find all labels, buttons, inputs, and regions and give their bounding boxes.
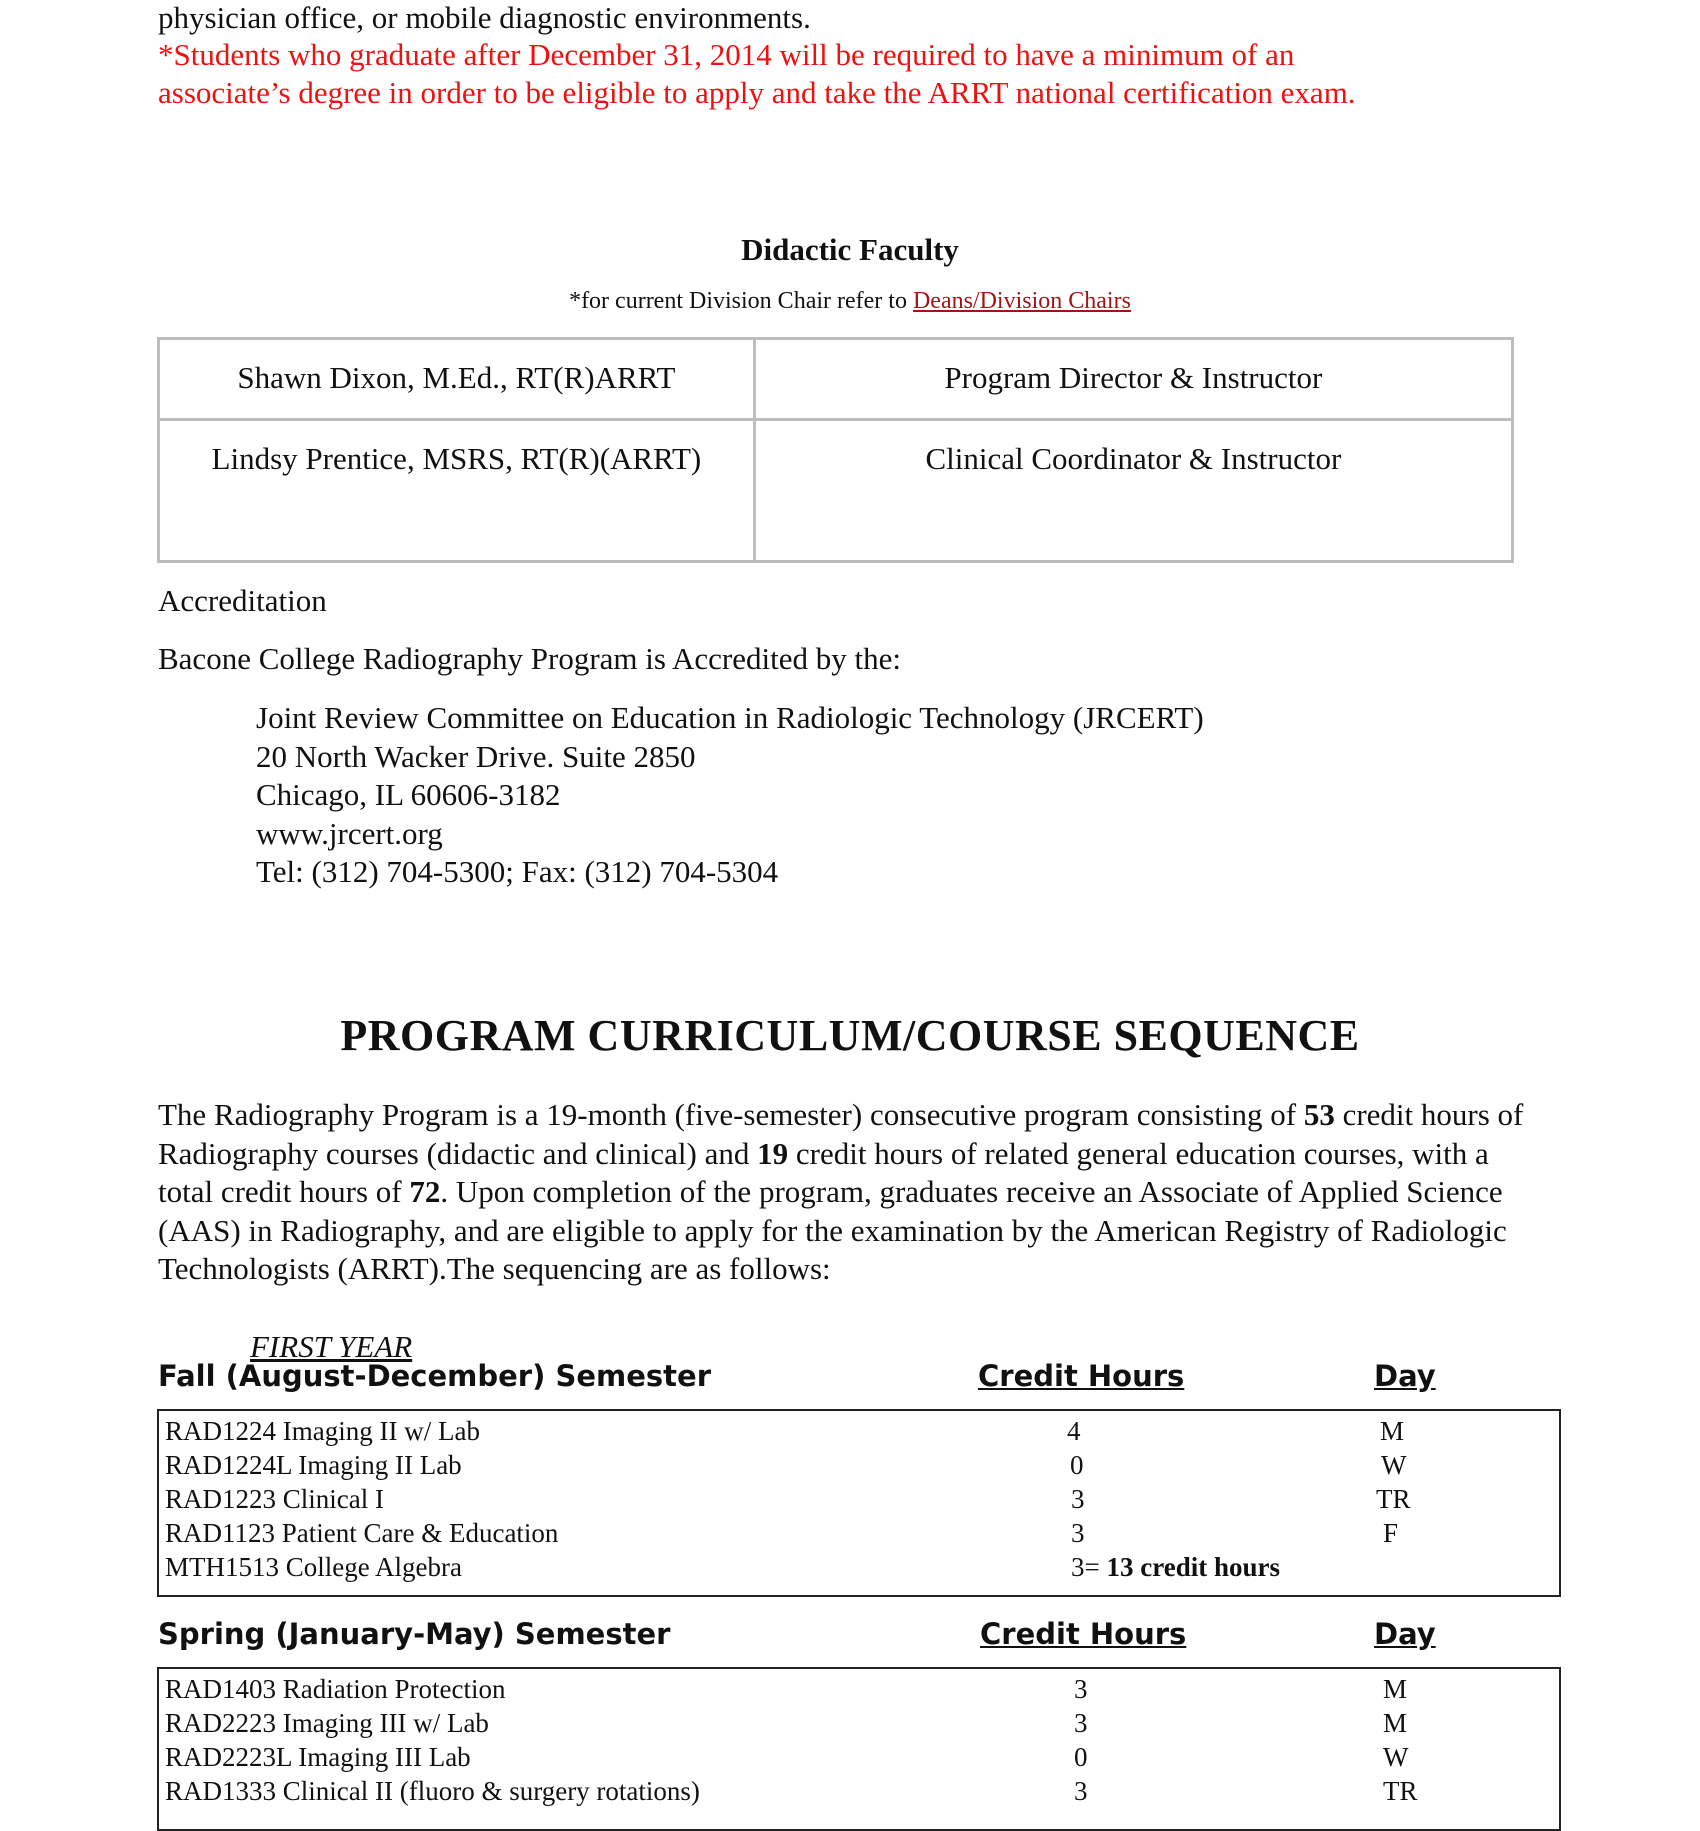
course-credit-total: [1071, 1552, 1280, 1583]
course-credit: 3: [1074, 1708, 1088, 1738]
course-credit: 3: [1071, 1484, 1085, 1514]
course-day: M: [1383, 1708, 1408, 1738]
course-name: RAD1123 Patient Care & Education: [165, 1518, 559, 1548]
course-name: RAD1223 Clinical I: [165, 1484, 384, 1514]
credit-value: 3=: [1071, 1552, 1107, 1582]
course-day: TR: [1376, 1484, 1411, 1514]
course-name: RAD1333 Clinical II (fluoro & surgery rotations): [165, 1776, 700, 1806]
table-row: [165, 1484, 1545, 1518]
course-day: F: [1383, 1518, 1399, 1548]
table-row: [165, 1450, 1545, 1484]
course-day: TR: [1383, 1776, 1418, 1806]
course-credit: 3: [1071, 1518, 1085, 1548]
address-line: www.jrcert.org: [256, 815, 443, 851]
curriculum-title: PROGRAM CURRICULUM/COURSE SEQUENCE: [340, 1011, 1360, 1060]
course-credit: 3: [1074, 1674, 1088, 1704]
faculty-table: [157, 337, 1514, 563]
fall-semester-title: Fall (August-December) Semester: [158, 1359, 711, 1393]
course-name: RAD1403 Radiation Protection: [165, 1674, 506, 1704]
faculty-role: Program Director & Instructor: [754, 339, 1512, 420]
table-row: [165, 1776, 1545, 1810]
course-credit: 3: [1074, 1776, 1088, 1806]
course-day: M: [1380, 1416, 1405, 1446]
address-line: Tel: (312) 704-5300; Fax: (312) 704-5304: [256, 854, 779, 889]
accreditation-heading: Accreditation: [158, 583, 327, 618]
division-chairs-link[interactable]: Deans/Division Chairs: [912, 288, 1131, 314]
course-name: RAD1224L Imaging II Lab: [165, 1450, 462, 1480]
faculty-name: Lindsy Prentice, MSRS, RT(R)(ARRT): [159, 420, 755, 562]
total-credit-hours: 72: [409, 1174, 441, 1209]
table-row: [165, 1518, 1545, 1552]
address-line: Chicago, IL 60606-3182: [256, 777, 561, 812]
table-row: [165, 1552, 1545, 1586]
course-credit: 0: [1070, 1450, 1084, 1480]
desc-text: . Upon completion of the program, graduates receive an Associate of Applied Science (AAS) in Radiography, and are eligible to apply for the examination by the American Registry of Radiologic Technologists (ARRT).The sequencing are as follows:: [158, 1174, 1507, 1286]
course-name: RAD2223 Imaging III w/ Lab: [165, 1708, 489, 1738]
course-name: RAD2223L Imaging III Lab: [165, 1742, 471, 1772]
desc-text: credit hours of related general education courses, with a total credit hours of: [158, 1135, 1489, 1209]
faculty-role: Clinical Coordinator & Instructor: [754, 420, 1512, 562]
year-label: FIRST YEAR: [250, 1329, 413, 1364]
gen-ed-credit-total: 19: [757, 1135, 789, 1171]
faculty-title: Didactic Faculty: [741, 232, 959, 267]
course-name: RAD1224 Imaging II w/ Lab: [165, 1416, 480, 1446]
fall-credit-header: Credit Hours: [978, 1359, 1185, 1393]
course-name: MTH1513 College Algebra: [165, 1552, 462, 1582]
semester-credit-total: 13 credit hours: [1106, 1552, 1280, 1582]
faculty-note-text: *for current Division Chair refer to: [569, 288, 913, 314]
accreditation-statement: Bacone College Radiography Program is Accredited by the:: [158, 641, 901, 676]
table-row: [165, 1742, 1545, 1776]
course-credit: 0: [1074, 1742, 1088, 1772]
graduation-notice-line-1: *Students who graduate after December 31, 2014 will be required to have a minimum of an: [158, 37, 1295, 72]
course-day: M: [1383, 1674, 1408, 1704]
faculty-row: [159, 420, 1513, 562]
intro-line: physician office, or mobile diagnostic environments.: [158, 0, 811, 35]
address-line: 20 North Wacker Drive. Suite 2850: [256, 738, 696, 774]
faculty-note: [0, 288, 1700, 315]
desc-text: credit hours of Radiography courses (didactic and clinical) and: [158, 1097, 1524, 1171]
desc-text: The Radiography Program is a 19-month (five-semester) consecutive program consisting of: [158, 1097, 1304, 1132]
table-row: [165, 1708, 1545, 1742]
graduation-notice-line-2: associate’s degree in order to be eligible to apply and take the ARRT national certification exam.: [158, 75, 1356, 110]
address-line: Joint Review Committee on Education in Radiologic Technology (JRCERT): [256, 700, 1204, 735]
spring-credit-header: Credit Hours: [980, 1617, 1187, 1651]
faculty-row: [159, 339, 1513, 420]
course-credit: 4: [1067, 1416, 1081, 1446]
course-day: W: [1381, 1450, 1407, 1480]
faculty-name: Shawn Dixon, M.Ed., RT(R)ARRT: [159, 339, 755, 420]
spring-day-header: Day: [1374, 1617, 1436, 1651]
fall-day-header: Day: [1374, 1359, 1436, 1393]
radiography-credit-total: 53: [1303, 1097, 1335, 1132]
course-day: W: [1383, 1742, 1409, 1772]
table-row: [165, 1416, 1545, 1450]
accreditation-address: [256, 699, 1204, 892]
spring-semester-title: Spring (January-May) Semester: [158, 1617, 671, 1651]
table-row: [165, 1674, 1545, 1708]
curriculum-description: [158, 1096, 1548, 1289]
